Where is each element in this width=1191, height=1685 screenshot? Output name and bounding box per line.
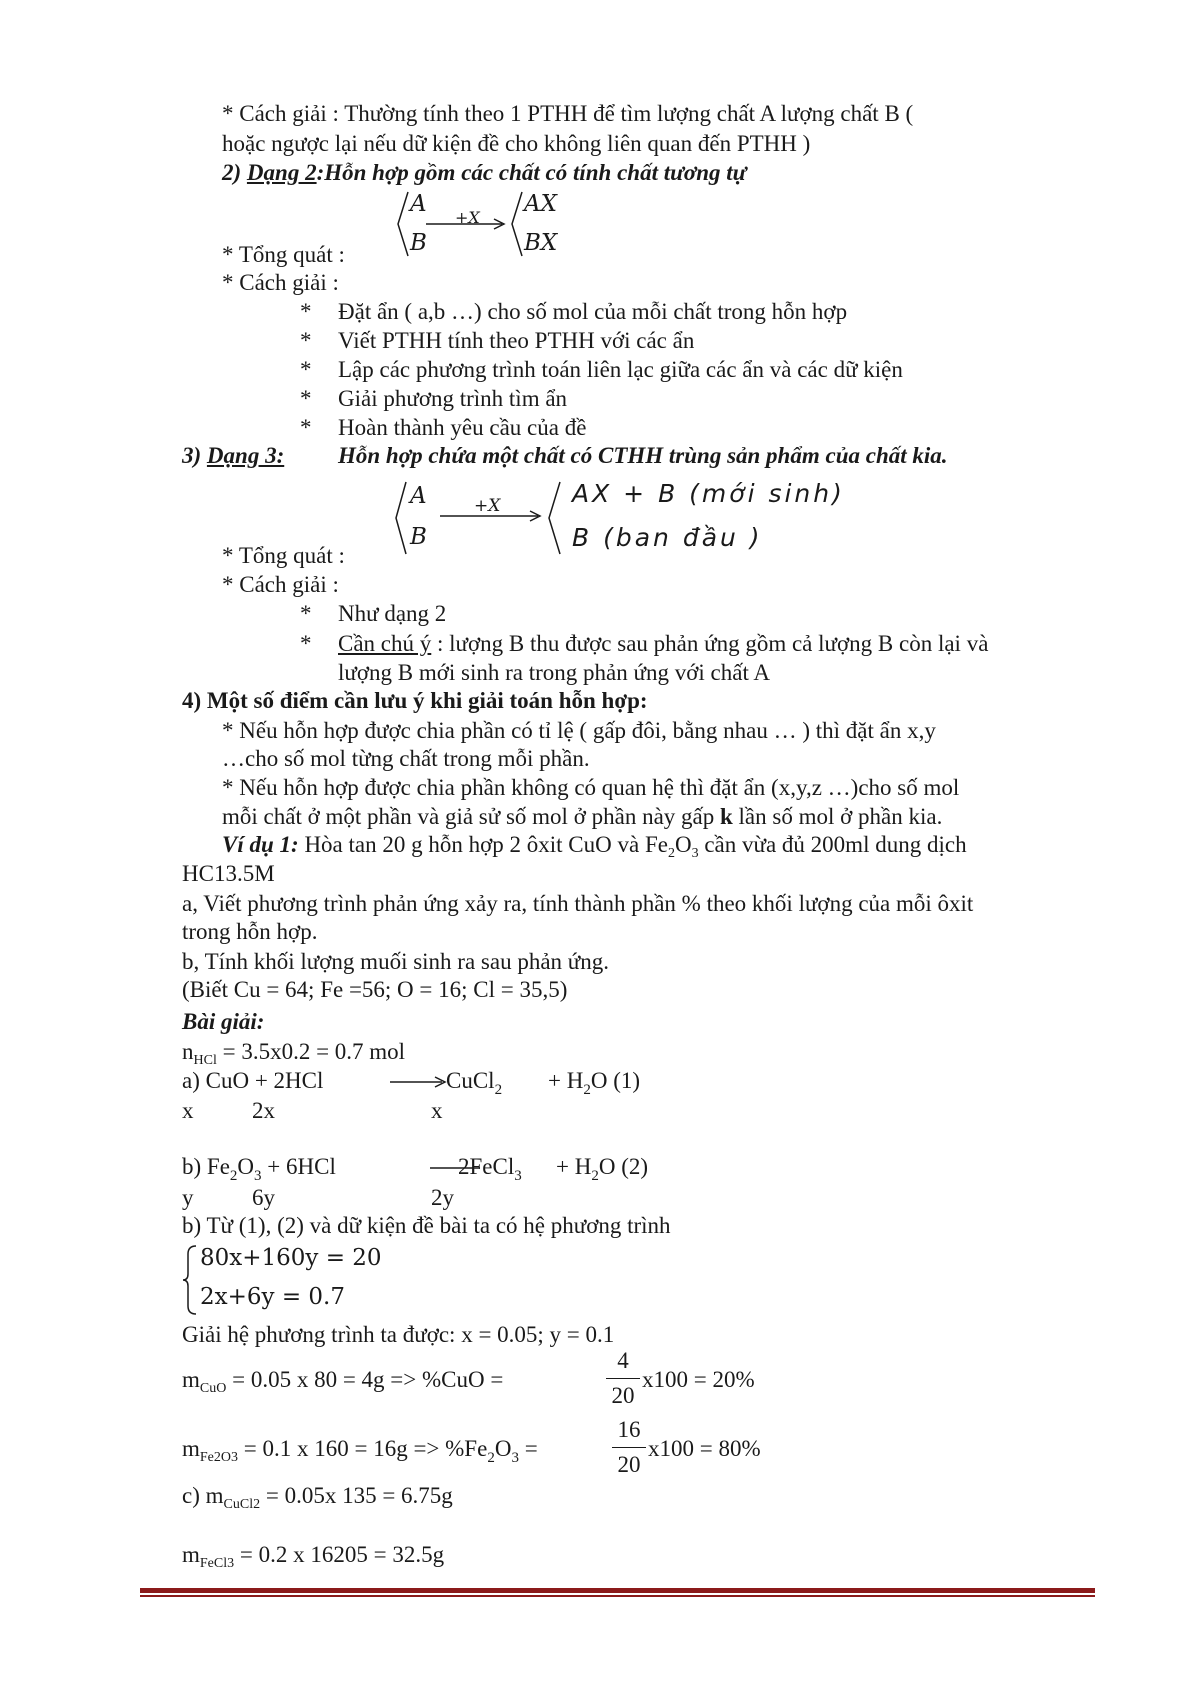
- reaction-2-mole-2y: 2y: [431, 1185, 454, 1210]
- fraction-bar: [606, 1378, 640, 1379]
- subscript: 2: [591, 1168, 599, 1184]
- subscript: Fe2O3: [199, 1450, 239, 1465]
- note-2-text: mỗi chất ở một phần và giả sử số mol ở phần này gấp: [222, 804, 720, 829]
- plus-h-text: + H: [548, 1068, 584, 1093]
- n-symbol: n: [182, 1039, 194, 1064]
- section-2-number: 2): [222, 160, 247, 185]
- equals-text: =: [518, 1436, 538, 1461]
- type-2-reactant-b: B: [410, 230, 427, 256]
- hcl-text: + 6HCl: [261, 1154, 336, 1179]
- subscript: 2: [487, 1450, 495, 1466]
- type-2-product-ax: AX: [524, 191, 557, 217]
- example-1-text-end: cần vừa đủ 200ml dung dịch: [698, 832, 967, 857]
- section-3-number: 3): [182, 443, 207, 468]
- type-3-reactant-b: B: [410, 524, 427, 550]
- reaction-1-product-water: [548, 1067, 640, 1104]
- type-3-method-label: * Cách giải :: [222, 572, 339, 597]
- section-3-label: Dạng 3:: [206, 443, 285, 468]
- section-3-heading: [182, 442, 284, 470]
- system-brace: [182, 1244, 198, 1316]
- bullet-marker: *: [300, 601, 312, 626]
- type-3-step-2-continued: lượng B mới sinh ra trong phản ứng với chất A: [338, 660, 770, 685]
- note-1-line-1: * Nếu hỗn hợp được chia phần có tỉ lệ ( gấp đôi, bằng nhau … ) thì đặt ẩn x,y: [222, 718, 936, 743]
- method-note-line-1: * Cách giải : Thường tính theo 1 PTHH để tìm lượng chất A lượng chất B (: [222, 101, 914, 126]
- example-1-line-2: HC13.5M: [182, 861, 275, 886]
- question-b: b, Tính khối lượng muối sinh ra sau phản ứng.: [182, 949, 610, 974]
- mass-cuo-text: = 0.05 x 80 = 4g => %CuO =: [226, 1367, 504, 1392]
- bullet-marker: *: [300, 328, 312, 353]
- example-1-text: Hòa tan 20 g hỗn hợp 2 ôxit CuO và Fe: [298, 832, 668, 857]
- o-text: O: [237, 1154, 255, 1179]
- subscript: 3: [691, 846, 699, 861]
- type-3-reactant-a: A: [410, 483, 427, 509]
- solution-heading: Bài giải:: [182, 1009, 265, 1034]
- subscript: HCl: [193, 1053, 217, 1068]
- fraction-denominator: 20: [611, 1383, 635, 1408]
- section-2-title: :Hỗn hợp gồm các chất có tính chất tương tự: [316, 160, 747, 185]
- example-1-line-1: [222, 831, 967, 868]
- type-2-step-3: Lập các phương trình toán liên lạc giữa các ẩn và các dữ kiện: [338, 357, 903, 382]
- type-2-reactant-a: A: [410, 191, 427, 217]
- type-2-step-5: Hoàn thành yêu cầu của đề: [338, 415, 587, 440]
- fraction-bar: [612, 1447, 646, 1448]
- bullet-marker: *: [300, 415, 312, 440]
- type-2-step-4: Giải phương trình tìm ẩn: [338, 386, 568, 411]
- reaction-2-mole-6y: 6y: [252, 1185, 275, 1210]
- note-2-k: k: [719, 804, 733, 829]
- subscript: CuCl2: [223, 1497, 261, 1512]
- moles-hcl-value: = 3.5x0.2 = 0.7 mol: [216, 1039, 406, 1064]
- reaction-1-product-cucl2: [446, 1067, 502, 1104]
- section-3-title: Hỗn hợp chứa một chất có CTHH trùng sản phẩm của chất kia.: [338, 443, 948, 468]
- footer-rule-thick: [140, 1588, 1095, 1593]
- bullet-marker: *: [300, 631, 312, 656]
- note-2-line-2: [222, 803, 942, 831]
- question-a-line-2: trong hỗn hợp.: [182, 919, 318, 944]
- type-3-product-2: B (ban đầu ): [572, 523, 763, 552]
- o-text: O: [494, 1436, 512, 1461]
- fraction-numerator: 16: [617, 1417, 641, 1442]
- reaction-1-mole-2x: 2x: [252, 1098, 275, 1123]
- subscript: CuO: [199, 1381, 227, 1396]
- water-label: O (1): [590, 1068, 641, 1093]
- type-3-product-1: AX + B (mới sinh): [572, 479, 845, 508]
- fraction-fe2o3: [612, 1415, 646, 1480]
- section-2-heading: [222, 159, 746, 187]
- bullet-marker: *: [300, 299, 312, 324]
- subscript: FeCl3: [199, 1556, 235, 1571]
- type-2-general-label: * Tổng quát :: [222, 242, 345, 267]
- plus-h-text: + H: [556, 1154, 592, 1179]
- type-3-reagent: +X: [474, 496, 501, 516]
- type-2-method-label: * Cách giải :: [222, 270, 339, 295]
- example-1-label: Ví dụ 1:: [222, 832, 299, 857]
- subscript: 2: [667, 846, 675, 861]
- m-symbol: m: [182, 1542, 200, 1567]
- note-2-text-end: lần số mol ở phần kia.: [732, 804, 943, 829]
- fecl-text: 2FeCl: [458, 1154, 515, 1179]
- reaction-1-reactants: a) CuO + 2HCl: [182, 1068, 324, 1093]
- method-note-line-2: hoặc ngược lại nếu dữ kiện đề cho không liên quan đến PTHH ): [222, 131, 811, 156]
- bullet-marker: *: [300, 386, 312, 411]
- reaction-2-product-water: [556, 1153, 648, 1190]
- mass-fecl3-text: = 0.2 x 16205 = 32.5g: [234, 1542, 445, 1567]
- question-a-line-1: a, Viết phương trình phản ứng xảy ra, tính thành phần % theo khối lượng của mỗi ôxit: [182, 891, 974, 916]
- attention-text: : lượng B thu được sau phản ứng gồm cả lượng B còn lại và: [431, 631, 989, 656]
- note-1-line-2: …cho số mol từng chất trong mỗi phần.: [222, 746, 590, 771]
- attention-label: Cần chú ý: [338, 631, 432, 656]
- type-2-reagent: +X: [455, 208, 480, 227]
- reaction-1-mole-x: x: [182, 1098, 194, 1123]
- mass-cucl2: [182, 1482, 453, 1519]
- percent-fe2o3: x100 = 80%: [648, 1436, 761, 1461]
- system-intro: b) Từ (1), (2) và dữ kiện đề bài ta có hệ phương trình: [182, 1213, 671, 1238]
- subscript: 3: [514, 1168, 522, 1184]
- m-symbol: m: [182, 1436, 200, 1461]
- type-3-step-2: [338, 630, 988, 658]
- reaction-2-product-fecl3: [458, 1153, 522, 1190]
- subscript: 2: [583, 1082, 591, 1098]
- mass-fe2o3-text: = 0.1 x 160 = 16g => %Fe: [238, 1436, 488, 1461]
- fraction-cuo: [606, 1346, 640, 1411]
- subscript: 3: [511, 1450, 519, 1466]
- subscript: 2: [494, 1082, 503, 1098]
- note-2-line-1: * Nếu hỗn hợp được chia phần không có quan hệ thì đặt ẩn (x,y,z …)cho số mol: [222, 775, 960, 800]
- fraction-numerator: 4: [617, 1348, 629, 1373]
- subscript: 3: [254, 1168, 262, 1184]
- type-2-step-2: Viết PTHH tính theo PTHH với các ẩn: [338, 328, 695, 353]
- mass-cuo: [182, 1366, 503, 1403]
- water-label: O (2): [598, 1154, 649, 1179]
- bullet-marker: *: [300, 357, 312, 382]
- atomic-masses: (Biết Cu = 64; Fe =56; O = 16; Cl = 35,5): [182, 977, 568, 1002]
- fe-text: b) Fe: [182, 1154, 230, 1179]
- section-2-label: Dạng 2: [246, 160, 317, 185]
- section-4-heading: 4) Một số điểm cần lưu ý khi giải toán hỗn hợp:: [182, 688, 648, 713]
- type-3-step-1: Như dạng 2: [338, 601, 447, 626]
- subscript: 2: [229, 1168, 238, 1184]
- percent-cuo: x100 = 20%: [642, 1367, 755, 1392]
- m-symbol: m: [182, 1367, 200, 1392]
- cucl-text: CuCl: [446, 1068, 495, 1093]
- example-1-oxygen: O: [674, 832, 692, 857]
- reaction-1-arrow: [390, 1076, 450, 1088]
- mass-fecl3: [182, 1541, 444, 1578]
- reaction-1-mole-x-product: x: [431, 1098, 443, 1123]
- type-2-step-1: Đặt ẩn ( a,b …) cho số mol của mỗi chất trong hỗn hợp: [338, 299, 848, 324]
- fraction-denominator: 20: [617, 1452, 641, 1477]
- equation-1: 80x+160y = 20: [200, 1245, 382, 1271]
- footer-rule-thin: [140, 1595, 1095, 1597]
- type-2-product-bx: BX: [524, 230, 558, 256]
- type-3-general-label: * Tổng quát :: [222, 543, 345, 568]
- mass-cucl2-text: = 0.05x 135 = 6.75g: [260, 1483, 453, 1508]
- m-symbol: c) m: [182, 1483, 224, 1508]
- mass-fe2o3: [182, 1435, 538, 1472]
- reaction-2-mole-y: y: [182, 1185, 194, 1210]
- system-solution: Giải hệ phương trình ta được: x = 0.05; y = 0.1: [182, 1322, 615, 1347]
- equation-2: 2x+6y = 0.7: [200, 1284, 345, 1310]
